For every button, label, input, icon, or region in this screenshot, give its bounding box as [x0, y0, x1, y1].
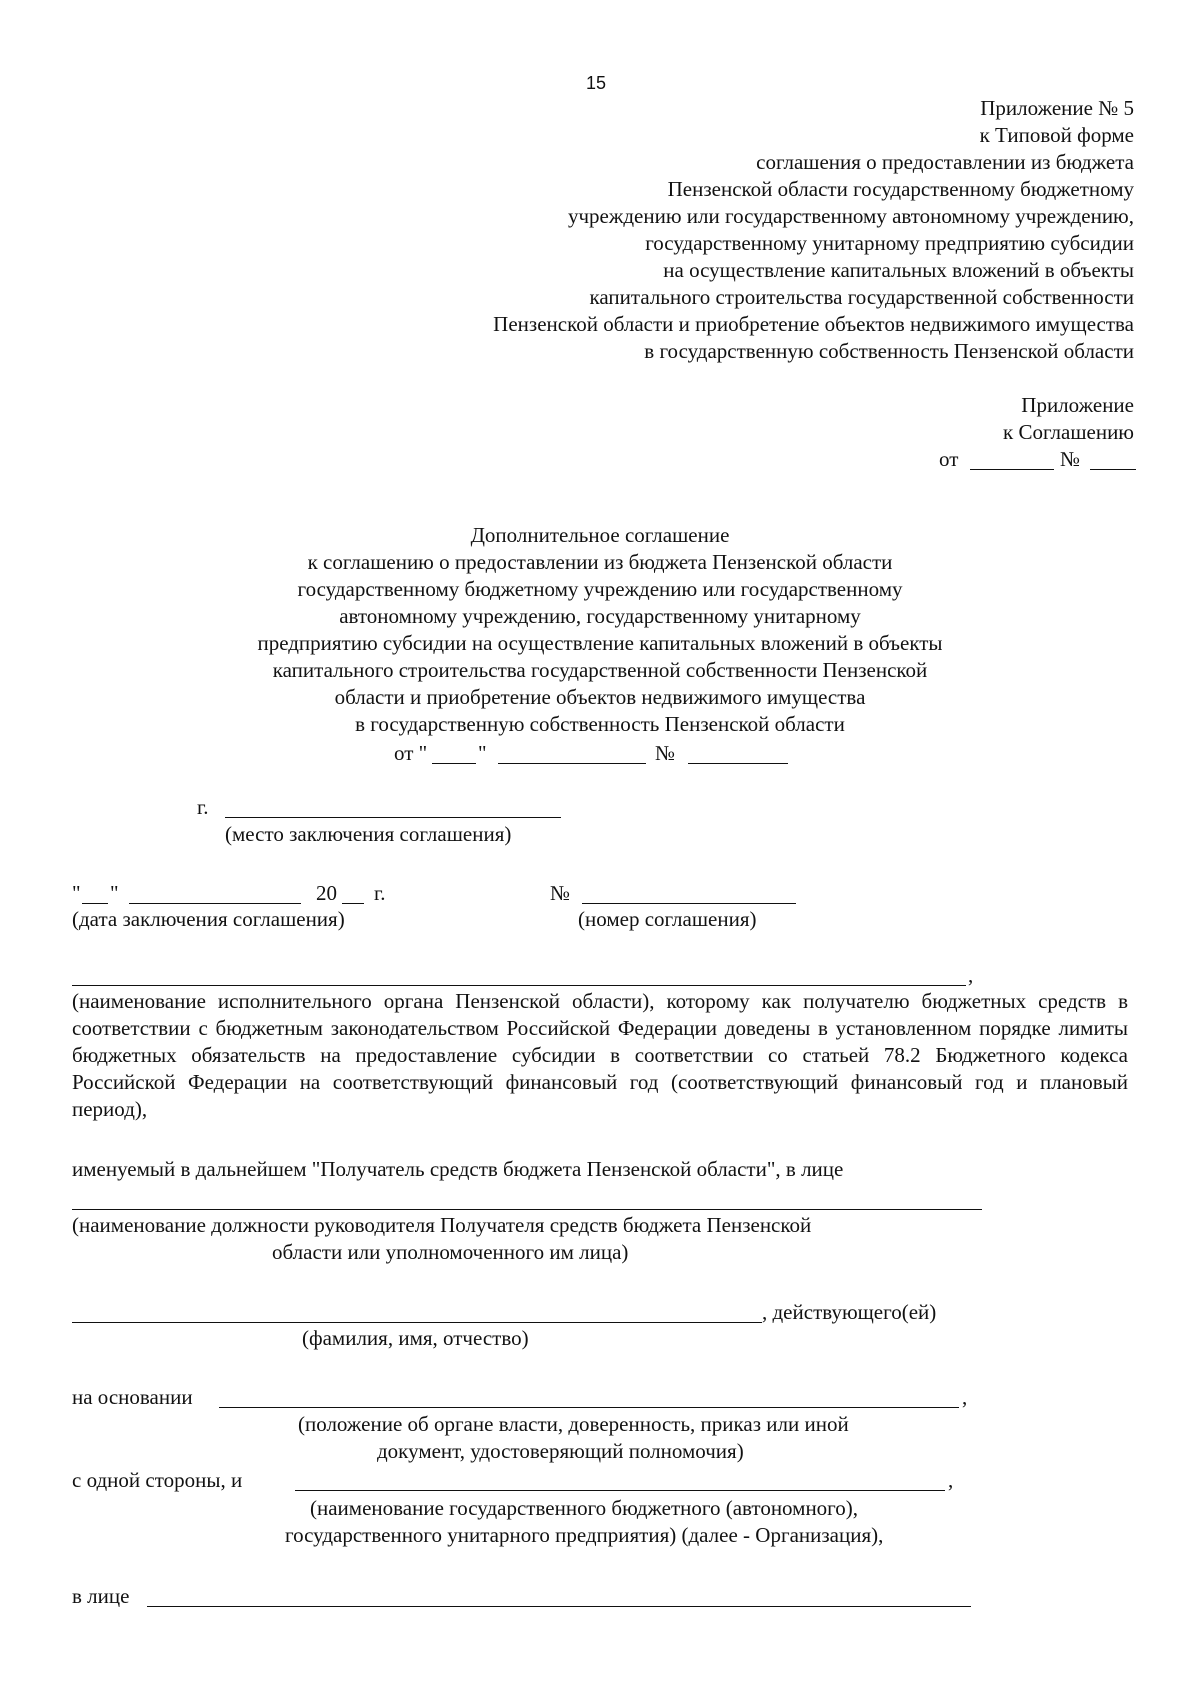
title-number-label: №: [655, 741, 676, 765]
appendix-header-line: учреждению или государственному автономному учреждению,: [567, 204, 1134, 228]
fio-blank: [72, 1322, 762, 1323]
appendix-header-line: капитального строительства государственной собственности: [589, 285, 1134, 309]
appendix-header-line: Приложение № 5: [980, 96, 1134, 120]
agreement-appendix-line: к Соглашению: [1003, 420, 1134, 444]
organ-name-blank: [72, 985, 966, 986]
title-line: Дополнительное соглашение: [470, 523, 730, 547]
basis-label: на основании: [72, 1385, 193, 1409]
agreement-from-label: от: [939, 447, 959, 471]
one-side-label: с одной стороны, и: [72, 1468, 243, 1492]
organization-blank: [295, 1490, 945, 1491]
title-date-prefix: от ": [394, 741, 428, 765]
year-prefix: 20: [316, 881, 337, 905]
organ-comma: ,: [968, 963, 974, 987]
title-line: к соглашению о предоставлении из бюджета Пензенской области: [307, 550, 893, 574]
basis-caption-line: документ, удостоверяющий полномочия): [377, 1439, 744, 1463]
organization-caption-line: государственного унитарного предприятия) (далее - Организация),: [285, 1523, 884, 1547]
agreement-appendix-line: Приложение: [1021, 393, 1134, 417]
appendix-header-line: в государственную собственность Пензенской области: [644, 339, 1134, 363]
acting-suffix: , действующего(ей): [762, 1300, 937, 1324]
title-line: предприятию субсидии на осуществление капитальных вложений в объекты: [257, 631, 943, 655]
agreement-number-blank: [582, 903, 796, 904]
date-open-quote: ": [72, 881, 81, 905]
agreement-number-label: №: [1060, 447, 1081, 471]
appendix-header-line: на осуществление капитальных вложений в объекты: [663, 258, 1134, 282]
agreement-date-blank: [970, 469, 1054, 470]
basis-blank: [219, 1407, 959, 1408]
recipient-named-line: именуемый в дальнейшем "Получатель средств бюджета Пензенской области", в лице: [72, 1157, 844, 1181]
day-blank: [82, 903, 108, 904]
page-number: 15: [586, 73, 607, 93]
title-line: в государственную собственность Пензенской области: [355, 712, 845, 736]
title-date-quote: ": [478, 741, 487, 765]
agreement-number-label: №: [550, 881, 571, 905]
appendix-header-line: Пензенской области государственному бюджетному: [667, 177, 1134, 201]
title-line: государственному бюджетному учреждению или государственному: [297, 577, 903, 601]
appendix-header-line: соглашения о предоставлении из бюджета: [756, 150, 1134, 174]
title-number-blank: [688, 763, 788, 764]
city-blank: [225, 817, 561, 818]
title-month-blank: [498, 763, 646, 764]
appendix-header-line: к Типовой форме: [979, 123, 1134, 147]
city-caption: (место заключения соглашения): [225, 822, 512, 846]
position-caption-line: (наименование должности руководителя Получателя средств бюджета Пензенской: [72, 1213, 812, 1237]
number-caption: (номер соглашения): [578, 907, 757, 931]
appendix-header-line: Пензенской области и приобретение объектов недвижимого имущества: [493, 312, 1134, 336]
title-day-blank: [432, 763, 476, 764]
organ-paragraph: (наименование исполнительного органа Пензенской области), которому как получателю бюджетных средств в соответствии с бюджетным законодательством Российской Федерации доведены в установленном порядке лимиты бюджетных обязательств на предоставление субсидии в соответствии со статьей 78.2 Бюджетного кодекса Российской Федерации на соответствующий финансовый год (соответствующий финансовый год и плановый период),: [72, 989, 1128, 1121]
basis-comma: ,: [962, 1385, 968, 1409]
year-suffix: г.: [374, 881, 386, 905]
title-line: капитального строительства государственной собственности Пензенской: [272, 658, 928, 682]
fio-caption: (фамилия, имя, отчество): [302, 1326, 529, 1350]
position-blank: [72, 1209, 982, 1210]
date-caption: (дата заключения соглашения): [72, 907, 345, 931]
month-blank: [129, 903, 301, 904]
date-close-quote: ": [110, 881, 119, 905]
position-caption-line: области или уполномоченного им лица): [272, 1240, 629, 1264]
appendix-header-line: государственному унитарному предприятию субсидии: [645, 231, 1134, 255]
title-line: автономному учреждению, государственному унитарному: [339, 604, 861, 628]
agreement-number-blank: [1090, 469, 1136, 470]
organization-comma: ,: [948, 1468, 954, 1492]
in-person-blank: [147, 1606, 971, 1607]
basis-caption-line: (положение об органе власти, доверенность, приказ или иной: [298, 1412, 849, 1436]
organization-caption-line: (наименование государственного бюджетного (автономного),: [310, 1496, 859, 1520]
title-line: области и приобретение объектов недвижимого имущества: [334, 685, 866, 709]
year-blank: [342, 903, 364, 904]
in-person-label: в лице: [72, 1584, 130, 1608]
city-prefix: г.: [197, 795, 209, 819]
